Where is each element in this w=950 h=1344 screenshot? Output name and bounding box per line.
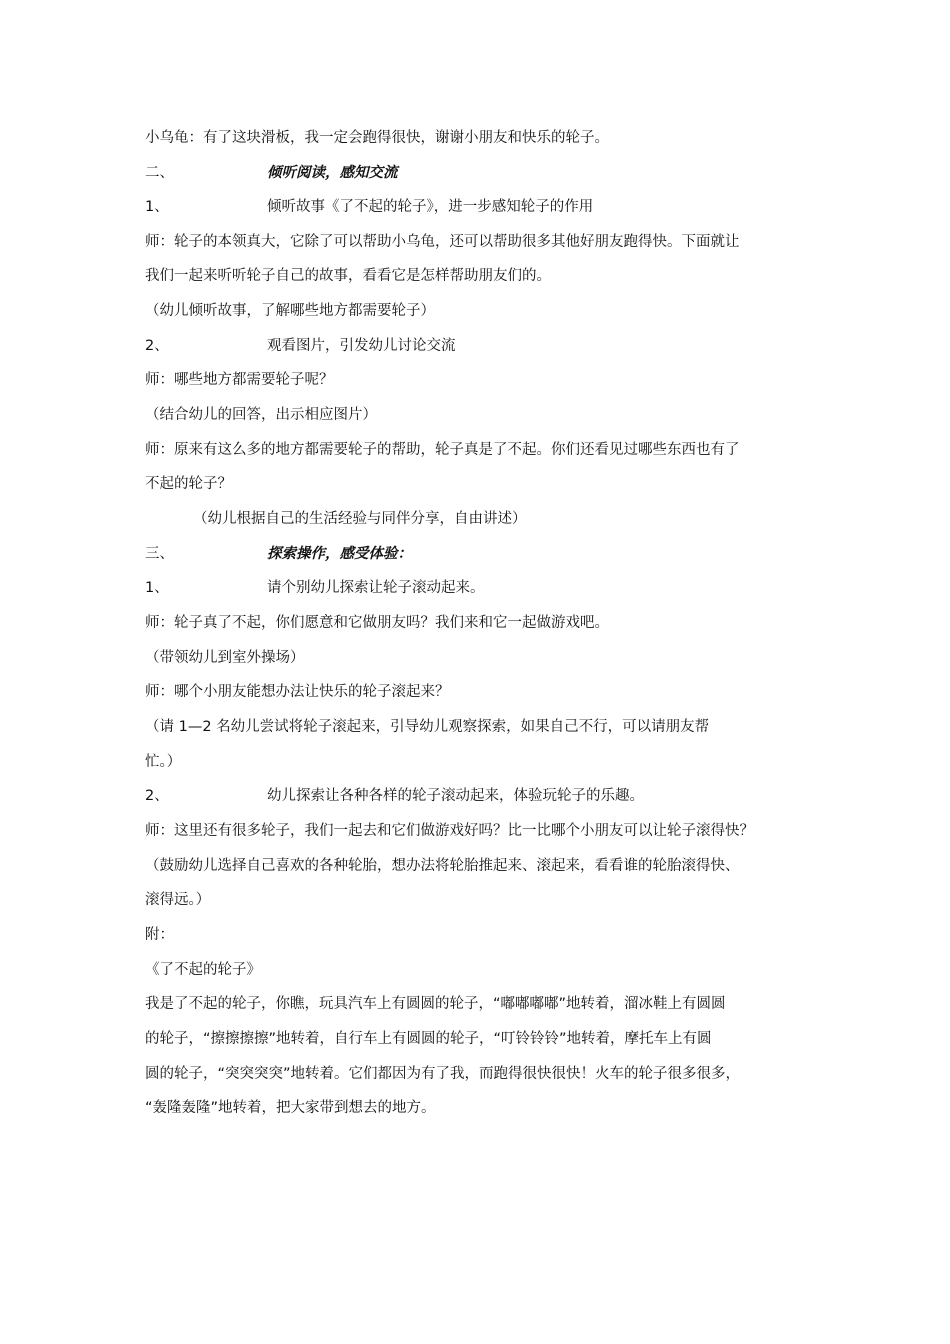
- text-line: 滚得远。）: [145, 892, 211, 908]
- subsection-heading: [145, 197, 825, 217]
- text-line: 师：轮子的本领真大，它除了可以帮助小乌龟，还可以帮助很多其他好朋友跑得快。下面就让: [145, 234, 740, 250]
- subsection-title: 请个别幼儿探索让轮子滚动起来。: [267, 580, 485, 596]
- subsection-title: 倾听故事《了不起的轮子》，进一步感知轮子的作用: [267, 199, 594, 215]
- section-number: 二、: [145, 165, 174, 181]
- text-line: 师：轮子真了不起，你们愿意和它做朋友吗？我们来和它一起做游戏吧。: [145, 615, 609, 631]
- subsection-title: 幼儿探索让各种各样的轮子滚动起来，体验玩轮子的乐趣。: [267, 788, 644, 804]
- section-heading-2: [145, 163, 825, 183]
- story-title: 《了不起的轮子》: [145, 962, 261, 978]
- subsection-heading: [145, 786, 825, 806]
- text-line: 小乌龟：有了这块滑板，我一定会跑得很快，谢谢小朋友和快乐的轮子。: [145, 130, 609, 146]
- text-line: 师：哪些地方都需要轮子呢？: [145, 372, 334, 388]
- story-text-line: “轰隆轰隆”地转着，把大家带到想去的地方。: [145, 1100, 436, 1116]
- text-line: （结合幼儿的回答，出示相应图片）: [145, 407, 377, 423]
- text-line: 我们一起来听听轮子自己的故事，看看它是怎样帮助朋友们的。: [145, 268, 551, 284]
- text-line: 师：原来有这么多的地方都需要轮子的帮助，轮子真是了不起。你们还看见过哪些东西也有了: [145, 442, 740, 458]
- text-line: （鼓励幼儿选择自己喜欢的各种轮胎，想办法将轮胎推起来、滚起来，看看谁的轮胎滚得快、: [145, 858, 740, 874]
- section-title: 探索操作，感受体验：: [267, 546, 412, 562]
- appendix-label: 附：: [145, 927, 174, 943]
- subsection-number: 1、: [145, 199, 169, 215]
- subsection-number: 2、: [145, 338, 169, 354]
- subsection-number: 2、: [145, 788, 169, 804]
- subsection-heading: [145, 336, 825, 356]
- text-line: （幼儿倾听故事，了解哪些地方都需要轮子）: [145, 303, 435, 319]
- text-line: 师：这里还有很多轮子，我们一起去和它们做游戏好吗？比一比哪个小朋友可以让轮子滚得快？: [145, 823, 754, 839]
- text-line: （幼儿根据自己的生活经验与同伴分享，自由讲述）: [193, 511, 527, 527]
- section-heading-3: [145, 544, 825, 564]
- section-number: 三、: [145, 546, 174, 562]
- text-line: 师：哪个小朋友能想办法让快乐的轮子滚起来？: [145, 684, 450, 700]
- story-text-line: 的轮子，“擦擦擦擦”地转着，自行车上有圆圆的轮子，“叮铃铃铃”地转着，摩托车上有圆: [145, 1031, 712, 1047]
- text-line: （带领幼儿到室外操场）: [145, 650, 305, 666]
- subsection-title: 观看图片，引发幼儿讨论交流: [267, 338, 456, 354]
- subsection-heading: [145, 578, 825, 598]
- story-text-line: 我是了不起的轮子，你瞧，玩具汽车上有圆圆的轮子，“嘟嘟嘟嘟”地转着，溜冰鞋上有圆圆: [145, 996, 726, 1012]
- text-line: 不起的轮子？: [145, 476, 232, 492]
- story-text-line: 圆的轮子，“突突突突”地转着。它们都因为有了我，而跑得很快很快！火车的轮子很多很多，: [145, 1066, 741, 1082]
- section-title: 倾听阅读，感知交流: [267, 165, 398, 181]
- text-line: （请 1—2 名幼儿尝试将轮子滚起来，引导幼儿观察探索，如果自己不行，可以请朋友帮: [145, 719, 710, 735]
- text-line: 忙。）: [145, 754, 182, 770]
- subsection-number: 1、: [145, 580, 169, 596]
